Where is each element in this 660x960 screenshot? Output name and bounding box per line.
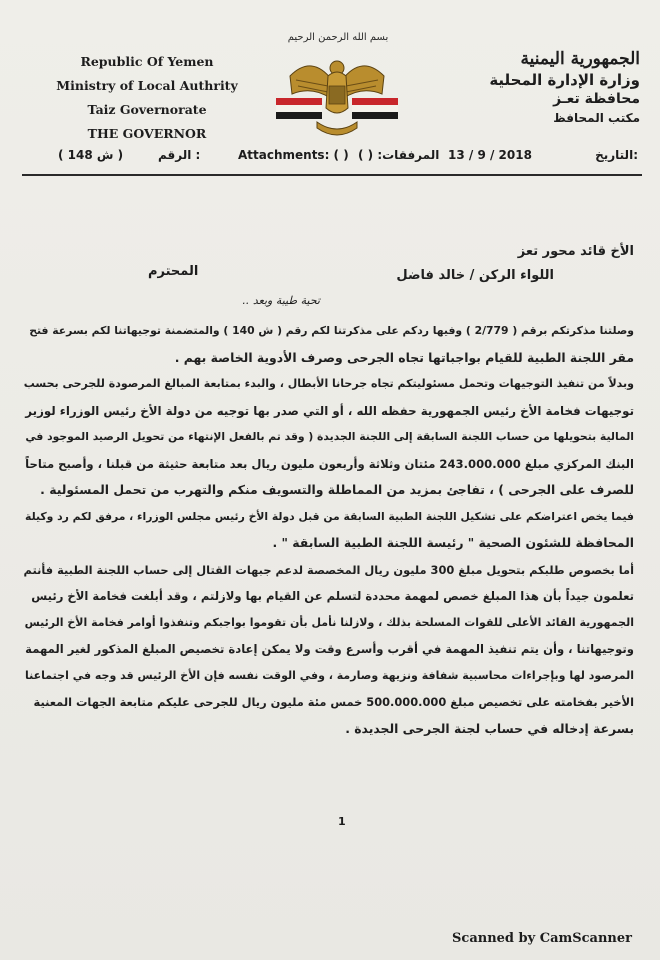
body-line: وصلتنا مذكرتكم برقم ( 2/779 ) وفيها ردكم على مذكرتنا لكم رقم ( ش 140 ) والمتضمنة توجيهاتنا لكم بسرعة فتح xyxy=(29,324,634,337)
body-line: الجمهورية القائد الأعلى للقوات المسلحة بذلك ، ولازلنا نأمل بأن تقوموا بواجبكم وتنفذوا أوامر فخامة الأخ الرئيس xyxy=(24,615,634,629)
greeting: تحية طيبة وبعد .. xyxy=(242,294,320,307)
number-label: الرقم : xyxy=(158,148,201,162)
body-line: أما بخصوص طلبكم بتحويل مبلغ 300 مليون ريال المخصصة لدعم جبهات القتال إلى حساب اللجنة الطبية فأنتم xyxy=(23,562,634,577)
body-line: فيما يخص اعتراضكم على تشكيل اللجنة الطبية السابقة من قبل دولة الأخ رئيس مجلس الوزراء ، مرفق لكم رد وكيلة xyxy=(25,509,634,523)
addressee-name: اللواء الركن / خالد فاضل xyxy=(396,268,554,283)
arabic-letterhead xyxy=(450,48,640,127)
body-line: البنك المركزي مبلغ 243.000.000 مئتان وثلاثة وأربعون مليون ريال بعد متابعة حثيثة من قبلنا ، وأصبح متاحاً xyxy=(25,456,634,471)
body-line: مقر اللجنة الطبية للقيام بواجباتها تجاه الجرحى وصرف الأدوية الخاصة بهم . xyxy=(174,349,634,365)
body-line: الأخير بفخامته على تخصيص مبلغ 500.000.000 خمس مئة مليون ريال للجرحى عليكم متابعة الجهات المعنية xyxy=(33,695,634,709)
body-line: للصرف على الجرحى ) ، تفاجئ بمزيد من المماطلة والتسويف منكم والتهرب من تحمل المسئولية . xyxy=(40,482,634,497)
reference-line xyxy=(28,144,638,168)
body-line: المرصود لها وبإجراءات محاسبية شفافة ونزيهة وصارمة ، وفي الوقت نفسه فإن الأخ الرئيس قد وجه في اجتماعنا xyxy=(25,668,634,682)
country-en: Republic Of Yemen xyxy=(80,54,214,69)
governorate-ar: محافظة تعـز xyxy=(553,91,640,107)
letter-body xyxy=(24,318,634,742)
body-line: وتوجيهاتنا ، وأن يتم تنفيذ المهمة في أقرب وأسرع وقت ولا يمكن إعادة تخصيص المبلغ المذكور لغير المهمة xyxy=(25,642,634,656)
page-number: 1 xyxy=(338,815,346,828)
flag-left-icon xyxy=(276,98,322,119)
camscanner-watermark: Scanned by CamScanner xyxy=(452,931,632,946)
office-en: THE GOVERNOR xyxy=(87,126,207,141)
date-label: التاريخ: xyxy=(595,148,638,162)
body-line: بسرعة إدخاله في حساب لجنة الجرحى الجديدة . xyxy=(345,720,634,736)
yemen-emblem xyxy=(262,46,412,146)
governorate-en: Taiz Governorate xyxy=(87,102,207,117)
english-letterhead xyxy=(52,50,242,146)
body-line: توجيهات فخامة الأخ رئيس الجمهورية حفظه الله ، أو التي صدر بها توجيه من دولة الأخ رئيس الوزراء لوزير xyxy=(25,403,634,418)
attachments-en: Attachments: ( ) xyxy=(238,148,349,162)
addressee-title: الأخ قائد محور تعز xyxy=(517,244,634,259)
body-line: المالية بتحويلها من حساب اللجنة السابقة إلى اللجنة الجديدة ( وقد تم بالفعل الإنتهاء من تحويل الرصيد الموجود في xyxy=(25,430,634,443)
office-ar: مكتب المحافظ xyxy=(553,111,640,125)
basmala: بسم الله الرحمن الرحيم xyxy=(287,32,389,43)
ministry-ar: وزارة الإدارة المحلية xyxy=(489,71,640,89)
body-line: وبدلاً من تنفيذ التوجيهات وتحمل مسئوليتكم تجاه جرحانا الأبطال ، والبدء بمتابعة المبالغ المرصودة للجرحى بحسب xyxy=(23,377,634,390)
flag-right-icon xyxy=(352,98,398,119)
attachments-ar: المرفقات: ( ) xyxy=(358,148,440,162)
honorific: المحترم xyxy=(148,264,199,279)
date-value: 13 / 9 / 2018 xyxy=(448,148,532,162)
addressee-block xyxy=(24,240,634,288)
ministry-en: Ministry of Local Authrity xyxy=(56,78,238,93)
country-ar: الجمهورية اليمنية xyxy=(520,49,640,69)
body-line: المحافظة للشئون الصحية " رئيسة اللجنة الطبية السابقة " . xyxy=(272,535,634,550)
header-divider xyxy=(22,174,642,176)
body-line: تعلمون جيداً بأن هذا المبلغ خصص لمهمة محددة لتسلم عن القيام بها ولازلتم ، وقد أبلغت فخامة الأخ رئيس xyxy=(31,589,634,603)
number-value: ( ش 148 ) xyxy=(58,148,124,162)
